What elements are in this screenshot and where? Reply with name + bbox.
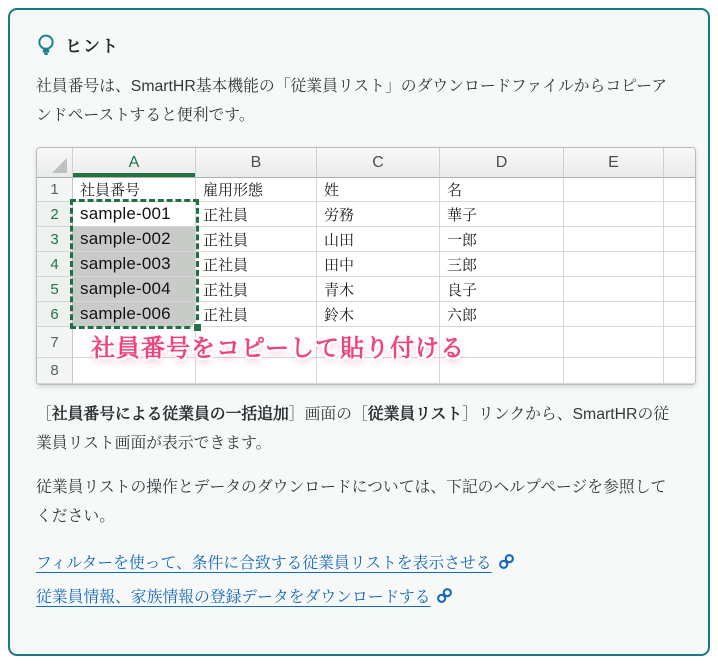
sheet-cell: 労務 [317, 202, 440, 227]
row-number: 4 [37, 252, 73, 277]
sheet-cell: 社員番号 [73, 178, 196, 202]
sheet-cell [564, 358, 664, 384]
sheet-cell: 名 [440, 178, 564, 202]
sheet-cell: sample-004 [73, 277, 196, 302]
sheet-cell: sample-001 [73, 202, 196, 227]
intro-paragraph: 社員番号は、SmartHR基本機能の「従業員リスト」のダウンロードファイルからコピーアンドペーストすると便利です。 [36, 78, 668, 124]
link-icon [436, 587, 453, 604]
sheet-cell: 良子 [440, 277, 564, 302]
sheet-cell: 雇用形態 [196, 178, 317, 202]
column-header-d: D [440, 148, 564, 178]
column-header-e: E [564, 148, 664, 178]
sheet-cell [564, 202, 664, 227]
sheet-cell [564, 302, 664, 327]
bold-text: 社員番号による従業員の一括追加 [51, 406, 289, 423]
sheet-cell-partial [664, 252, 696, 277]
sheet-cell-partial [664, 302, 696, 327]
sheet-cell [564, 227, 664, 252]
row-number: 6 [37, 302, 73, 327]
sheet-cell: 正社員 [196, 202, 317, 227]
hint-title: ヒント [65, 37, 119, 56]
link-label: フィルターを使って、条件に合致する従業員リストを表示させる [36, 555, 492, 572]
help-page-link[interactable] [36, 550, 515, 573]
sheet-cell: 三郎 [440, 252, 564, 277]
row-number: 2 [37, 202, 73, 227]
sheet-cell: 田中 [317, 252, 440, 277]
column-header-b: B [196, 148, 317, 178]
spreadsheet-screenshot [36, 147, 696, 385]
sheet-cell: 正社員 [196, 252, 317, 277]
sheet-cell: 鈴木 [317, 302, 440, 327]
sheet-cell: 山田 [317, 227, 440, 252]
sheet-cell: 姓 [317, 178, 440, 202]
sheet-cell: 正社員 [196, 227, 317, 252]
row-number: 1 [37, 178, 73, 202]
sheet-cell: 正社員 [196, 277, 317, 302]
text: ［ [36, 406, 52, 423]
hint-header [36, 32, 682, 57]
text: ］画面の［ [288, 406, 368, 423]
text: ］リンクから、SmartHRの従業員リスト画面が表示できます。 [36, 406, 670, 452]
row-number: 5 [37, 277, 73, 302]
sheet-cell: sample-006 [73, 302, 196, 327]
bold-text: 従業員リスト [367, 406, 463, 423]
sheet-cell: 華子 [440, 202, 564, 227]
row-number: 7 [37, 327, 73, 358]
sheet-cell-partial [664, 202, 696, 227]
column-header-a: A [73, 148, 196, 178]
link-label: 従業員情報、家族情報の登録データをダウンロードする [36, 589, 431, 606]
body-paragraphs [36, 400, 682, 531]
row-number: 3 [37, 227, 73, 252]
hint-box [8, 8, 710, 656]
sheet-cell [564, 252, 664, 277]
sheet-cell [564, 277, 664, 302]
annotation-text: 社員番号をコピーして貼り付ける [91, 335, 466, 362]
sheet-cell: 一郎 [440, 227, 564, 252]
sheet-cell: 青木 [317, 277, 440, 302]
row-number: 8 [37, 358, 73, 384]
body-paragraph [36, 400, 682, 458]
sheet-cell: sample-003 [73, 252, 196, 277]
column-header-c: C [317, 148, 440, 178]
body-paragraph [36, 473, 682, 531]
sheet-cell: 六郎 [440, 302, 564, 327]
column-header-partial [664, 148, 696, 178]
sheet-cell [564, 327, 664, 358]
lightbulb-icon [36, 34, 56, 56]
sheet-cell-partial [664, 277, 696, 302]
sheet-cell: sample-002 [73, 227, 196, 252]
help-page-link[interactable] [36, 584, 453, 607]
text: 従業員リストの操作とデータのダウンロードについては、下記のヘルプページを参照してください。 [36, 479, 667, 525]
sheet-cell-partial [664, 358, 696, 384]
select-all-triangle [52, 158, 67, 173]
sheet-cell-partial [664, 227, 696, 252]
select-all-corner [37, 148, 73, 178]
sheet-cell-partial [664, 178, 696, 202]
sheet-cell [564, 178, 664, 202]
sheet-cell-partial [664, 327, 696, 358]
link-icon [498, 553, 515, 570]
sheet-cell: 正社員 [196, 302, 317, 327]
help-links [36, 550, 682, 607]
